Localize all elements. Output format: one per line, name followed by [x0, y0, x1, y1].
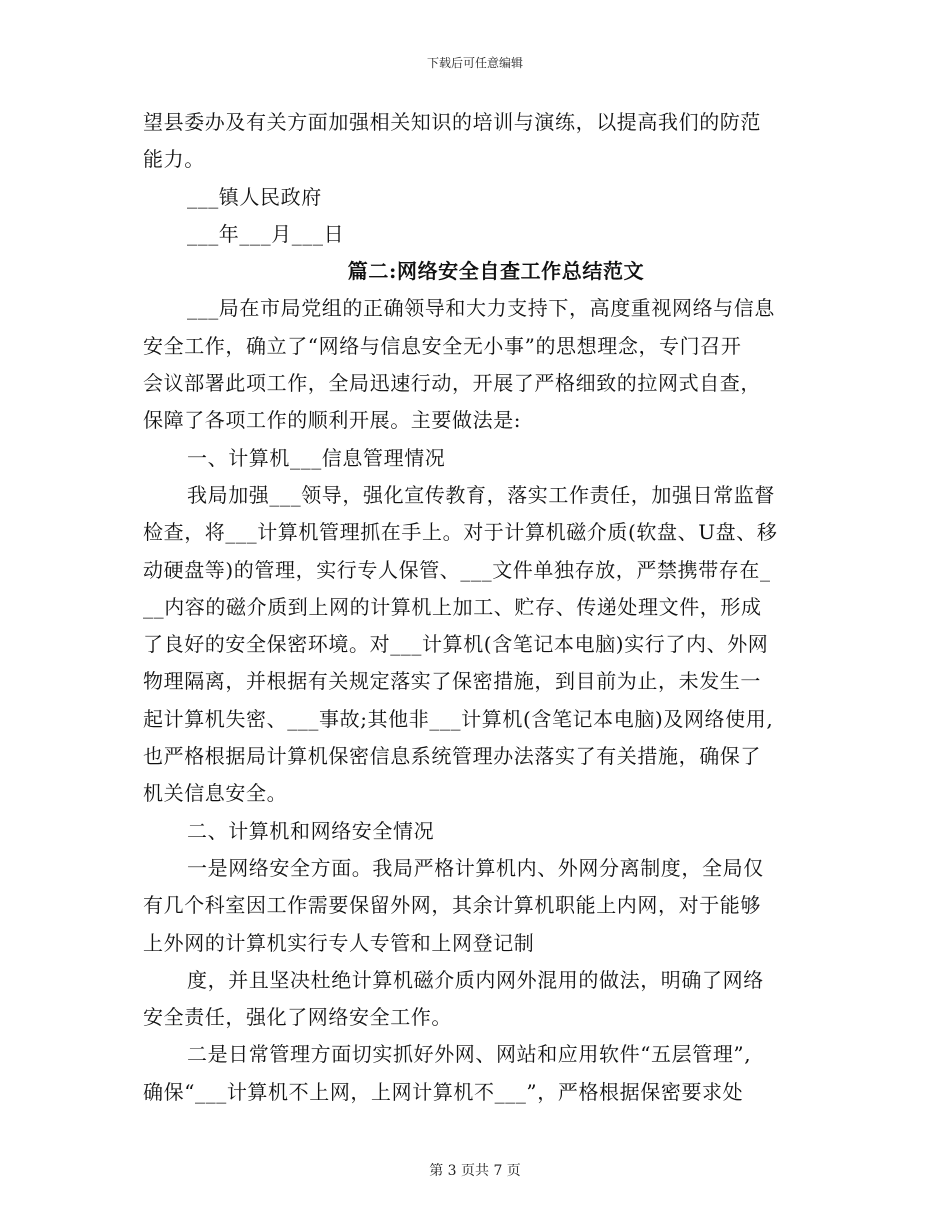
page-header: 下载后可任意编辑	[426, 56, 523, 70]
paragraph-line: ___局在市局党组的正确领导和大力支持下，高度重视网络与信息	[187, 296, 775, 321]
paragraph-line: ___镇人民政府	[187, 184, 322, 209]
paragraph-line: 会议部署此项工作，全局迅速行动，开展了严格细致的拉网式自查，	[143, 371, 761, 396]
paragraph-line: 我局加强___领导，强化宣传教育，落实工作责任，加强日常监督	[187, 482, 775, 507]
paragraph-line: 机关信息安全。	[143, 781, 288, 806]
page-footer: 第 3 页共 7 页	[429, 1163, 521, 1179]
paragraph-line: 能力。	[143, 147, 205, 172]
paragraph-line: 上外网的计算机实行专人专管和上网登记制	[143, 930, 535, 955]
paragraph-line: 动硬盘等)的管理，实行专人保管、___文件单独存放，严禁携带存在_	[143, 557, 771, 582]
paragraph-line: 也严格根据局计算机保密信息系统管理办法落实了有关措施，确保了	[143, 744, 761, 769]
paragraph-line: 二、计算机和网络安全情况	[187, 818, 435, 843]
paragraph-line: 保障了各项工作的顺利开展。主要做法是:	[143, 408, 522, 433]
paragraph-line: 度，并且坚决杜绝计算机磁介质内网外混用的做法，明确了网络	[187, 967, 764, 992]
paragraph-line: 望县委办及有关方面加强相关知识的培训与演练，以提高我们的防范	[143, 110, 761, 134]
paragraph-line: 安全责任，强化了网络安全工作。	[143, 1005, 452, 1030]
paragraph-line: __内容的磁介质到上网的计算机上加工、贮存、传递处理文件，形成	[143, 594, 762, 619]
paragraph-line: 了良好的安全保密环境。对___计算机(含笔记本电脑)实行了内、外网	[143, 632, 769, 657]
paragraph-line: 一是网络安全方面。我局严格计算机内、外网分离制度，全局仅	[187, 855, 764, 880]
paragraph-line: 安全工作，确立了“网络与信息安全无小事”的思想理念，专门召开	[143, 333, 742, 358]
document-body	[143, 104, 813, 1111]
paragraph-line: ___年___月___日	[187, 221, 345, 246]
paragraph-line: 检查，将___计算机管理抓在手上。对于计算机磁介质(软盘、U盘、移	[143, 520, 778, 545]
paragraph-line: 二是日常管理方面切实抓好外网、网站和应用软件“五层管理”,	[187, 1042, 752, 1067]
section-title: 篇二:网络安全自查工作总结范文	[347, 259, 645, 284]
paragraph-line: 一、计算机___信息管理情况	[187, 445, 446, 470]
paragraph-line: 起计算机失密、___事故;其他非___计算机(含笔记本电脑)及网络使用,	[143, 706, 774, 731]
paragraph-line: 确保“___计算机不上网，上网计算机不___”，严格根据保密要求处	[143, 1079, 744, 1104]
paragraph-line: 物理隔离，并根据有关规定落实了保密措施，到目前为止，未发生一	[143, 669, 761, 694]
paragraph-line: 有几个科室因工作需要保留外网，其余计算机职能上内网，对于能够	[143, 893, 761, 918]
